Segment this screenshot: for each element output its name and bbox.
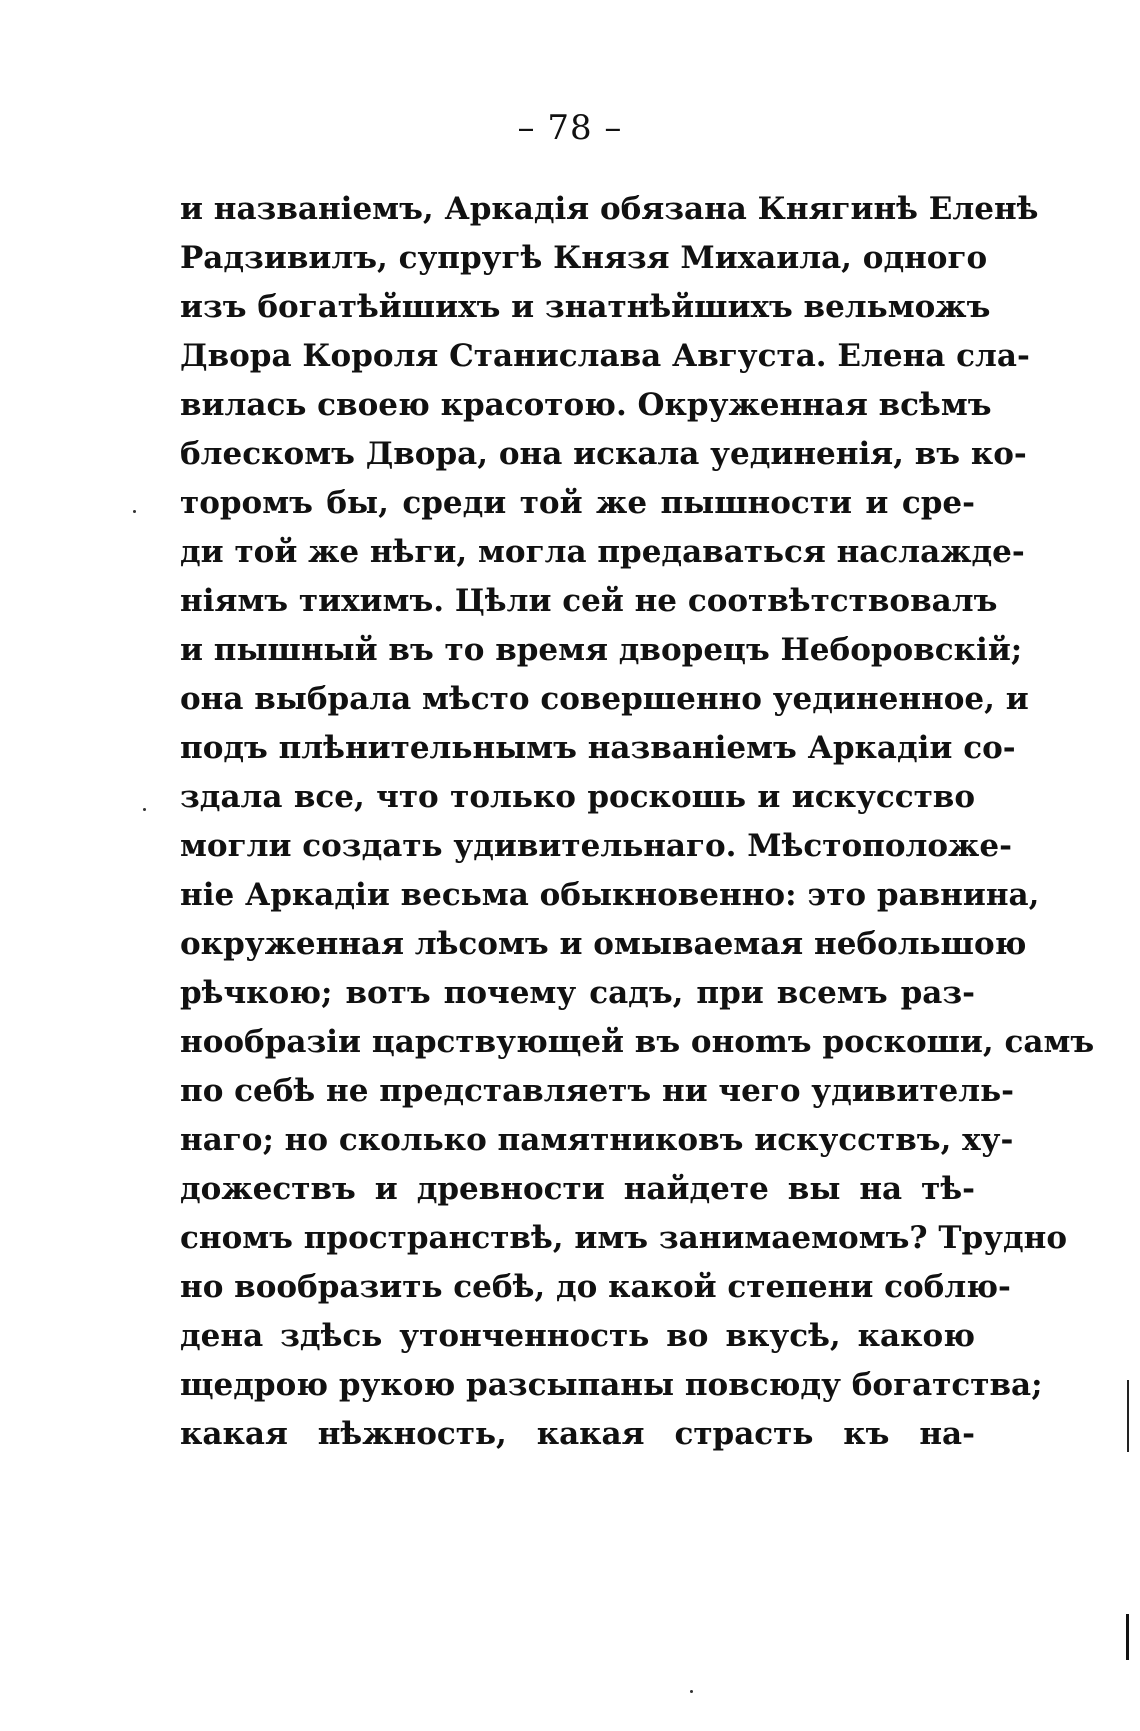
text-line: наго; но сколько памятниковъ искусствъ, ху- — [180, 1122, 1014, 1158]
text-line: окруженная лѣсомъ и омываемая небольшою — [180, 926, 1027, 962]
scan-speck — [143, 808, 146, 811]
text-line: Радзивилъ, супругѣ Князя Михаила, одного — [180, 240, 988, 276]
text-line: она выбрала мѣсто совершенно уединенное, и — [180, 681, 1029, 717]
text-line: нообразіи царствующей въ онomъ роскоши, самъ — [180, 1024, 1095, 1060]
text-line: вилась своею красотою. Окруженная всѣмъ — [180, 387, 992, 423]
text-line: здала все, что только роскошь и искусство — [180, 779, 975, 815]
text-line: могли создать удивительнаго. Мѣстоположе- — [180, 828, 1012, 864]
scan-edge-mark — [1126, 1614, 1129, 1660]
text-line: но вообразить себѣ, до какой степени соблю- — [180, 1269, 1011, 1305]
text-line: по себѣ не представляетъ ни чего удивитель- — [180, 1073, 1015, 1109]
text-line: дена здѣсь утонченность во вкусѣ, какою — [180, 1318, 975, 1354]
text-line: ніе Аркадіи весьма обыкновенно: это равнина, — [180, 877, 1040, 913]
scan-speck — [133, 510, 136, 513]
scan-speck — [690, 1690, 693, 1693]
text-line: и пышный въ то время дворецъ Неборовскій; — [180, 632, 1023, 668]
scan-edge-mark — [1127, 1380, 1129, 1452]
text-line: сномъ пространствѣ, имъ занимаемомъ? Трудно — [180, 1220, 1067, 1256]
text-line: и названіемъ, Аркадія обязана Княгинѣ Еленѣ — [180, 191, 1039, 227]
body-text — [180, 185, 1095, 1459]
text-line: рѣчкою; вотъ почему садъ, при всемъ раз- — [180, 975, 975, 1011]
text-line: щедрою рукою разсыпаны повсюду богатства; — [180, 1367, 1043, 1403]
text-line: ніямъ тихимъ. Цѣли сей не соотвѣтствовалъ — [180, 583, 998, 619]
text-line: блескомъ Двора, она искала уединенія, въ ко- — [180, 436, 1027, 472]
text-line: торомъ бы, среди той же пышности и сре- — [180, 485, 975, 521]
text-line: ди той же нѣги, могла предаваться наслажде- — [180, 534, 1025, 570]
text-line: изъ богатѣйшихъ и знатнѣйшихъ вельможъ — [180, 289, 991, 325]
page-number: – 78 – — [517, 108, 623, 148]
text-line: какая нѣжность, какая страсть къ на- — [180, 1416, 975, 1452]
text-line: дожествъ и древности найдете вы на тѣ- — [180, 1171, 975, 1207]
text-line: подъ плѣнительнымъ названіемъ Аркадіи со- — [180, 730, 1016, 766]
text-line: Двора Короля Станислава Августа. Елена сла- — [180, 338, 1030, 374]
